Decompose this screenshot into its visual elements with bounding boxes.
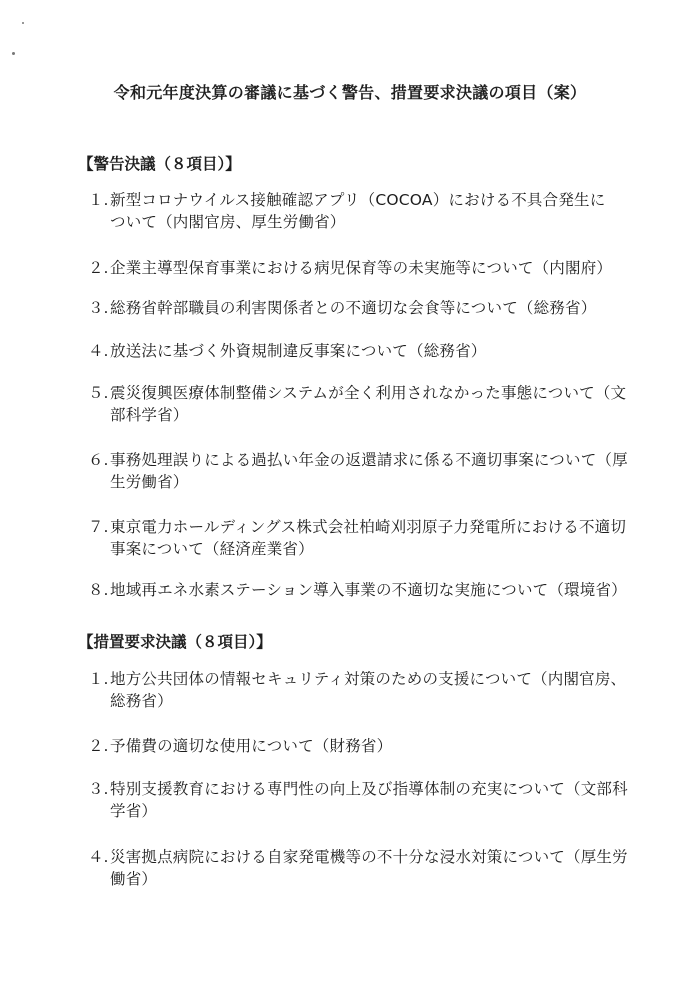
item-line: 東京電力ホールディングス株式会社柏崎刈羽原子力発電所における不適切 <box>110 518 627 536</box>
document-title: 令和元年度決算の審議に基づく警告、措置要求決議の項目（案） <box>113 83 587 102</box>
item-text <box>110 579 628 601</box>
item-number: １. <box>88 191 109 209</box>
item-number: ５. <box>88 384 109 402</box>
item-line: 部科学省） <box>110 406 189 424</box>
item-text <box>110 449 628 493</box>
list-item <box>88 668 628 712</box>
item-line: 総務省幹部職員の利害関係者との不適切な会食等について（総務省） <box>110 299 597 317</box>
item-line: 働省） <box>110 870 158 888</box>
item-number: ７. <box>88 518 109 536</box>
item-number: ３. <box>88 299 109 317</box>
item-line: 生労働省） <box>110 473 189 491</box>
list-item <box>88 778 628 822</box>
item-line: 放送法に基づく外資規制違反事案について（総務省） <box>110 342 487 360</box>
item-text <box>110 382 628 426</box>
item-line: 事務処理誤りによる過払い年金の返還請求に係る不適切事案について（厚 <box>110 451 628 469</box>
list-item <box>88 382 628 426</box>
list-item <box>88 846 628 890</box>
list-item <box>88 735 628 757</box>
item-text <box>110 778 628 822</box>
item-text <box>110 516 628 560</box>
list-item <box>88 297 628 319</box>
list-item <box>88 516 628 560</box>
item-text <box>110 257 628 279</box>
item-number: ８. <box>88 581 109 599</box>
list-item <box>88 257 628 279</box>
item-number: ４. <box>88 342 109 360</box>
item-line: 学省） <box>110 802 158 820</box>
item-line: 総務省） <box>110 692 173 710</box>
item-line: 事案について（経済産業省） <box>110 540 314 558</box>
list-item <box>88 579 628 601</box>
scan-speck <box>22 22 24 24</box>
item-line: 特別支援教育における専門性の向上及び指導体制の充実について（文部科 <box>110 780 628 798</box>
item-line: ついて（内閣官房、厚生労働省） <box>110 213 346 231</box>
item-number: ４. <box>88 848 109 866</box>
item-line: 新型コロナウイルス接触確認アプリ（COCOA）における不具合発生に <box>110 191 606 209</box>
item-number: １. <box>88 670 109 688</box>
list-item <box>88 189 628 233</box>
item-line: 予備費の適切な使用について（財務省） <box>110 737 393 755</box>
item-text <box>110 340 628 362</box>
item-text <box>110 735 628 757</box>
item-number: ２. <box>88 259 109 277</box>
item-line: 震災復興医療体制整備システムが全く利用されなかった事態について（文 <box>110 384 627 402</box>
scan-speck <box>12 52 15 55</box>
item-text <box>110 668 628 712</box>
item-text <box>110 297 628 319</box>
item-line: 災害拠点病院における自家発電機等の不十分な浸水対策について（厚生労 <box>110 848 628 866</box>
item-text <box>110 189 628 233</box>
item-number: ３. <box>88 780 109 798</box>
item-line: 地方公共団体の情報セキュリティ対策のための支援について（内閣官房、 <box>110 670 627 688</box>
section-heading-measures: 【措置要求決議（８項目）】 <box>78 633 272 651</box>
section-heading-warning: 【警告決議（８項目）】 <box>78 155 241 173</box>
list-item <box>88 449 628 493</box>
item-line: 企業主導型保育事業における病児保育等の未実施等について（内閣府） <box>110 259 613 277</box>
list-item <box>88 340 628 362</box>
item-line: 地域再エネ水素ステーション導入事業の不適切な実施について（環境省） <box>110 581 627 599</box>
item-number: ２. <box>88 737 109 755</box>
item-text <box>110 846 628 890</box>
item-number: ６. <box>88 451 109 469</box>
